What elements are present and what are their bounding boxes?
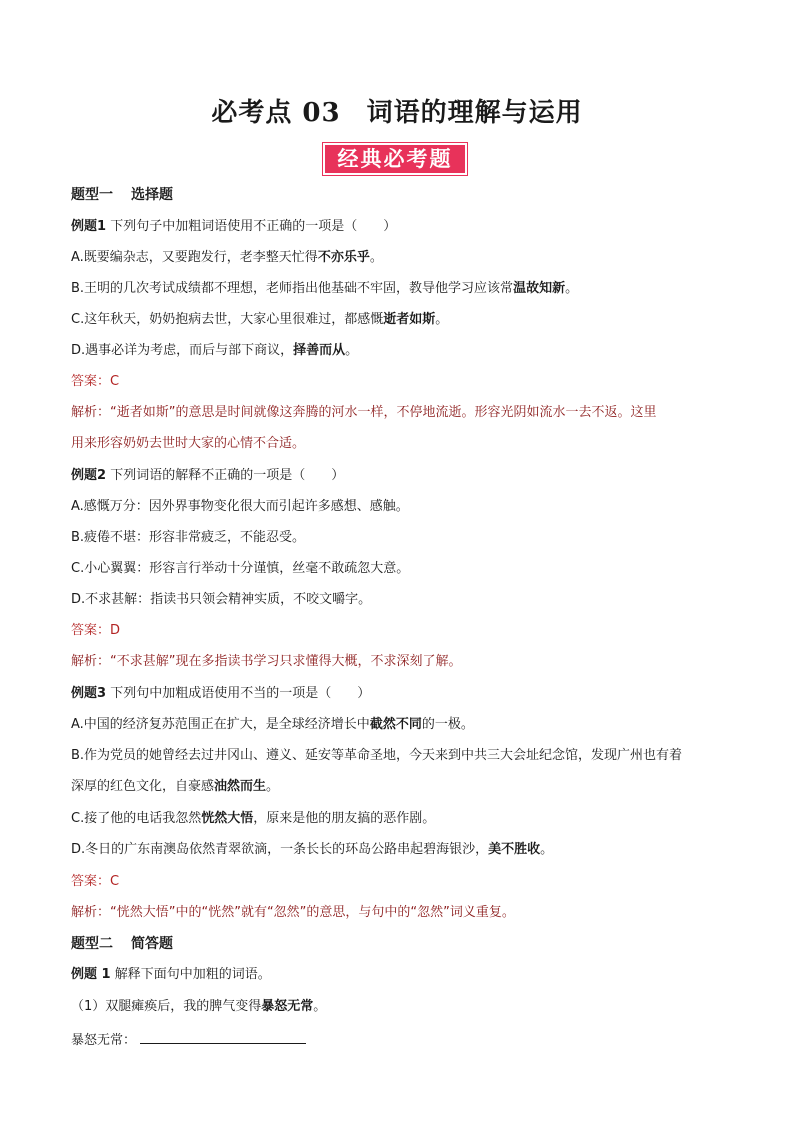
question-2-option-a: A.感慨万分：因外界事物变化很大而引起许多感想、感触。 — [71, 499, 409, 514]
question-3-explanation: 解析：“恍然大悟”中的“恍然”就有“忽然”的意思，与句中的“忽然”词义重复。 — [71, 905, 515, 920]
short-answer-question-stem: 例题 1 解释下面句中加粗的词语。 — [71, 967, 271, 982]
short-answer-item-1: （1）双腿瘫痪后，我的脾气变得暴怒无常。 — [71, 999, 327, 1014]
question-1-option-d: D.遇事必详为考虑，而后与部下商议，择善而从。 — [71, 343, 359, 358]
section-heading-choice: 题型一 选择题 — [71, 187, 173, 203]
question-1-option-b: B.王明的几次考试成绩都不理想，老师指出他基础不牢固，教导他学习应该常温故知新。 — [71, 281, 579, 296]
question-3-option-d: D.冬日的广东南澳岛依然青翠欲滴，一条长长的环岛公路串起碧海银沙，美不胜收。 — [71, 842, 554, 857]
question-1-answer: 答案：C — [71, 374, 120, 389]
section-heading-short-answer: 题型二 简答题 — [71, 936, 173, 952]
question-2-answer: 答案：D — [71, 623, 121, 638]
page-title — [0, 92, 794, 129]
question-3-option-b-line-1: B.作为党员的她曾经去过井冈山、遵义、延安等革命圣地，今天来到中共三大会址纪念馆，发现广州也有着 — [71, 748, 683, 763]
question-3-option-c: C.接了他的电话我忽然恍然大悟，原来是他的朋友搞的恶作剧。 — [71, 811, 436, 826]
question-3-option-b-line-2: 深厚的红色文化，自豪感油然而生。 — [71, 779, 280, 794]
question-2-explanation: 解析：“不求甚解”现在多指读书学习只求懂得大概，不求深刻了解。 — [71, 654, 462, 669]
question-3-option-a: A.中国的经济复苏范围正在扩大，是全球经济增长中截然不同的一极。 — [71, 717, 474, 732]
question-1-option-a: A.既要编杂志，又要跑发行，老李整天忙得不亦乐乎。 — [71, 250, 383, 265]
question-3-stem: 例题3 下列句中加粗成语使用不当的一项是（ ） — [71, 686, 371, 701]
classic-badge: 经典必考题 — [323, 143, 467, 175]
question-1-option-c: C.这年秋天，奶奶抱病去世，大家心里很难过，都感慨逝者如斯。 — [71, 312, 449, 327]
question-3-answer: 答案：C — [71, 874, 120, 889]
answer-blank[interactable] — [140, 1030, 306, 1044]
title-prefix: 必考点 03 — [211, 98, 341, 128]
question-1-explanation-line-2: 用来形容奶奶去世时大家的心情不合适。 — [71, 436, 306, 451]
short-answer-fill-line: 暴怒无常： — [71, 1030, 731, 1050]
question-2-option-c: C.小心翼翼：形容言行举动十分谨慎，丝毫不敢疏忽大意。 — [71, 561, 410, 576]
question-2-option-d: D.不求甚解：指读书只领会精神实质，不咬文嚼字。 — [71, 592, 372, 607]
title-main: 词语的理解与运用 — [366, 98, 583, 128]
question-2-stem: 例题2 下列词语的解释不正确的一项是（ ） — [71, 468, 345, 483]
question-1-stem: 例题1 下列句子中加粗词语使用不正确的一项是（ ） — [71, 219, 397, 234]
question-1-explanation-line-1: 解析：“逝者如斯”的意思是时间就像这奔腾的河水一样，不停地流逝。形容光阴如流水一去不返。这里 — [71, 405, 657, 420]
question-2-option-b: B.疲倦不堪：形容非常疲乏，不能忍受。 — [71, 530, 306, 545]
